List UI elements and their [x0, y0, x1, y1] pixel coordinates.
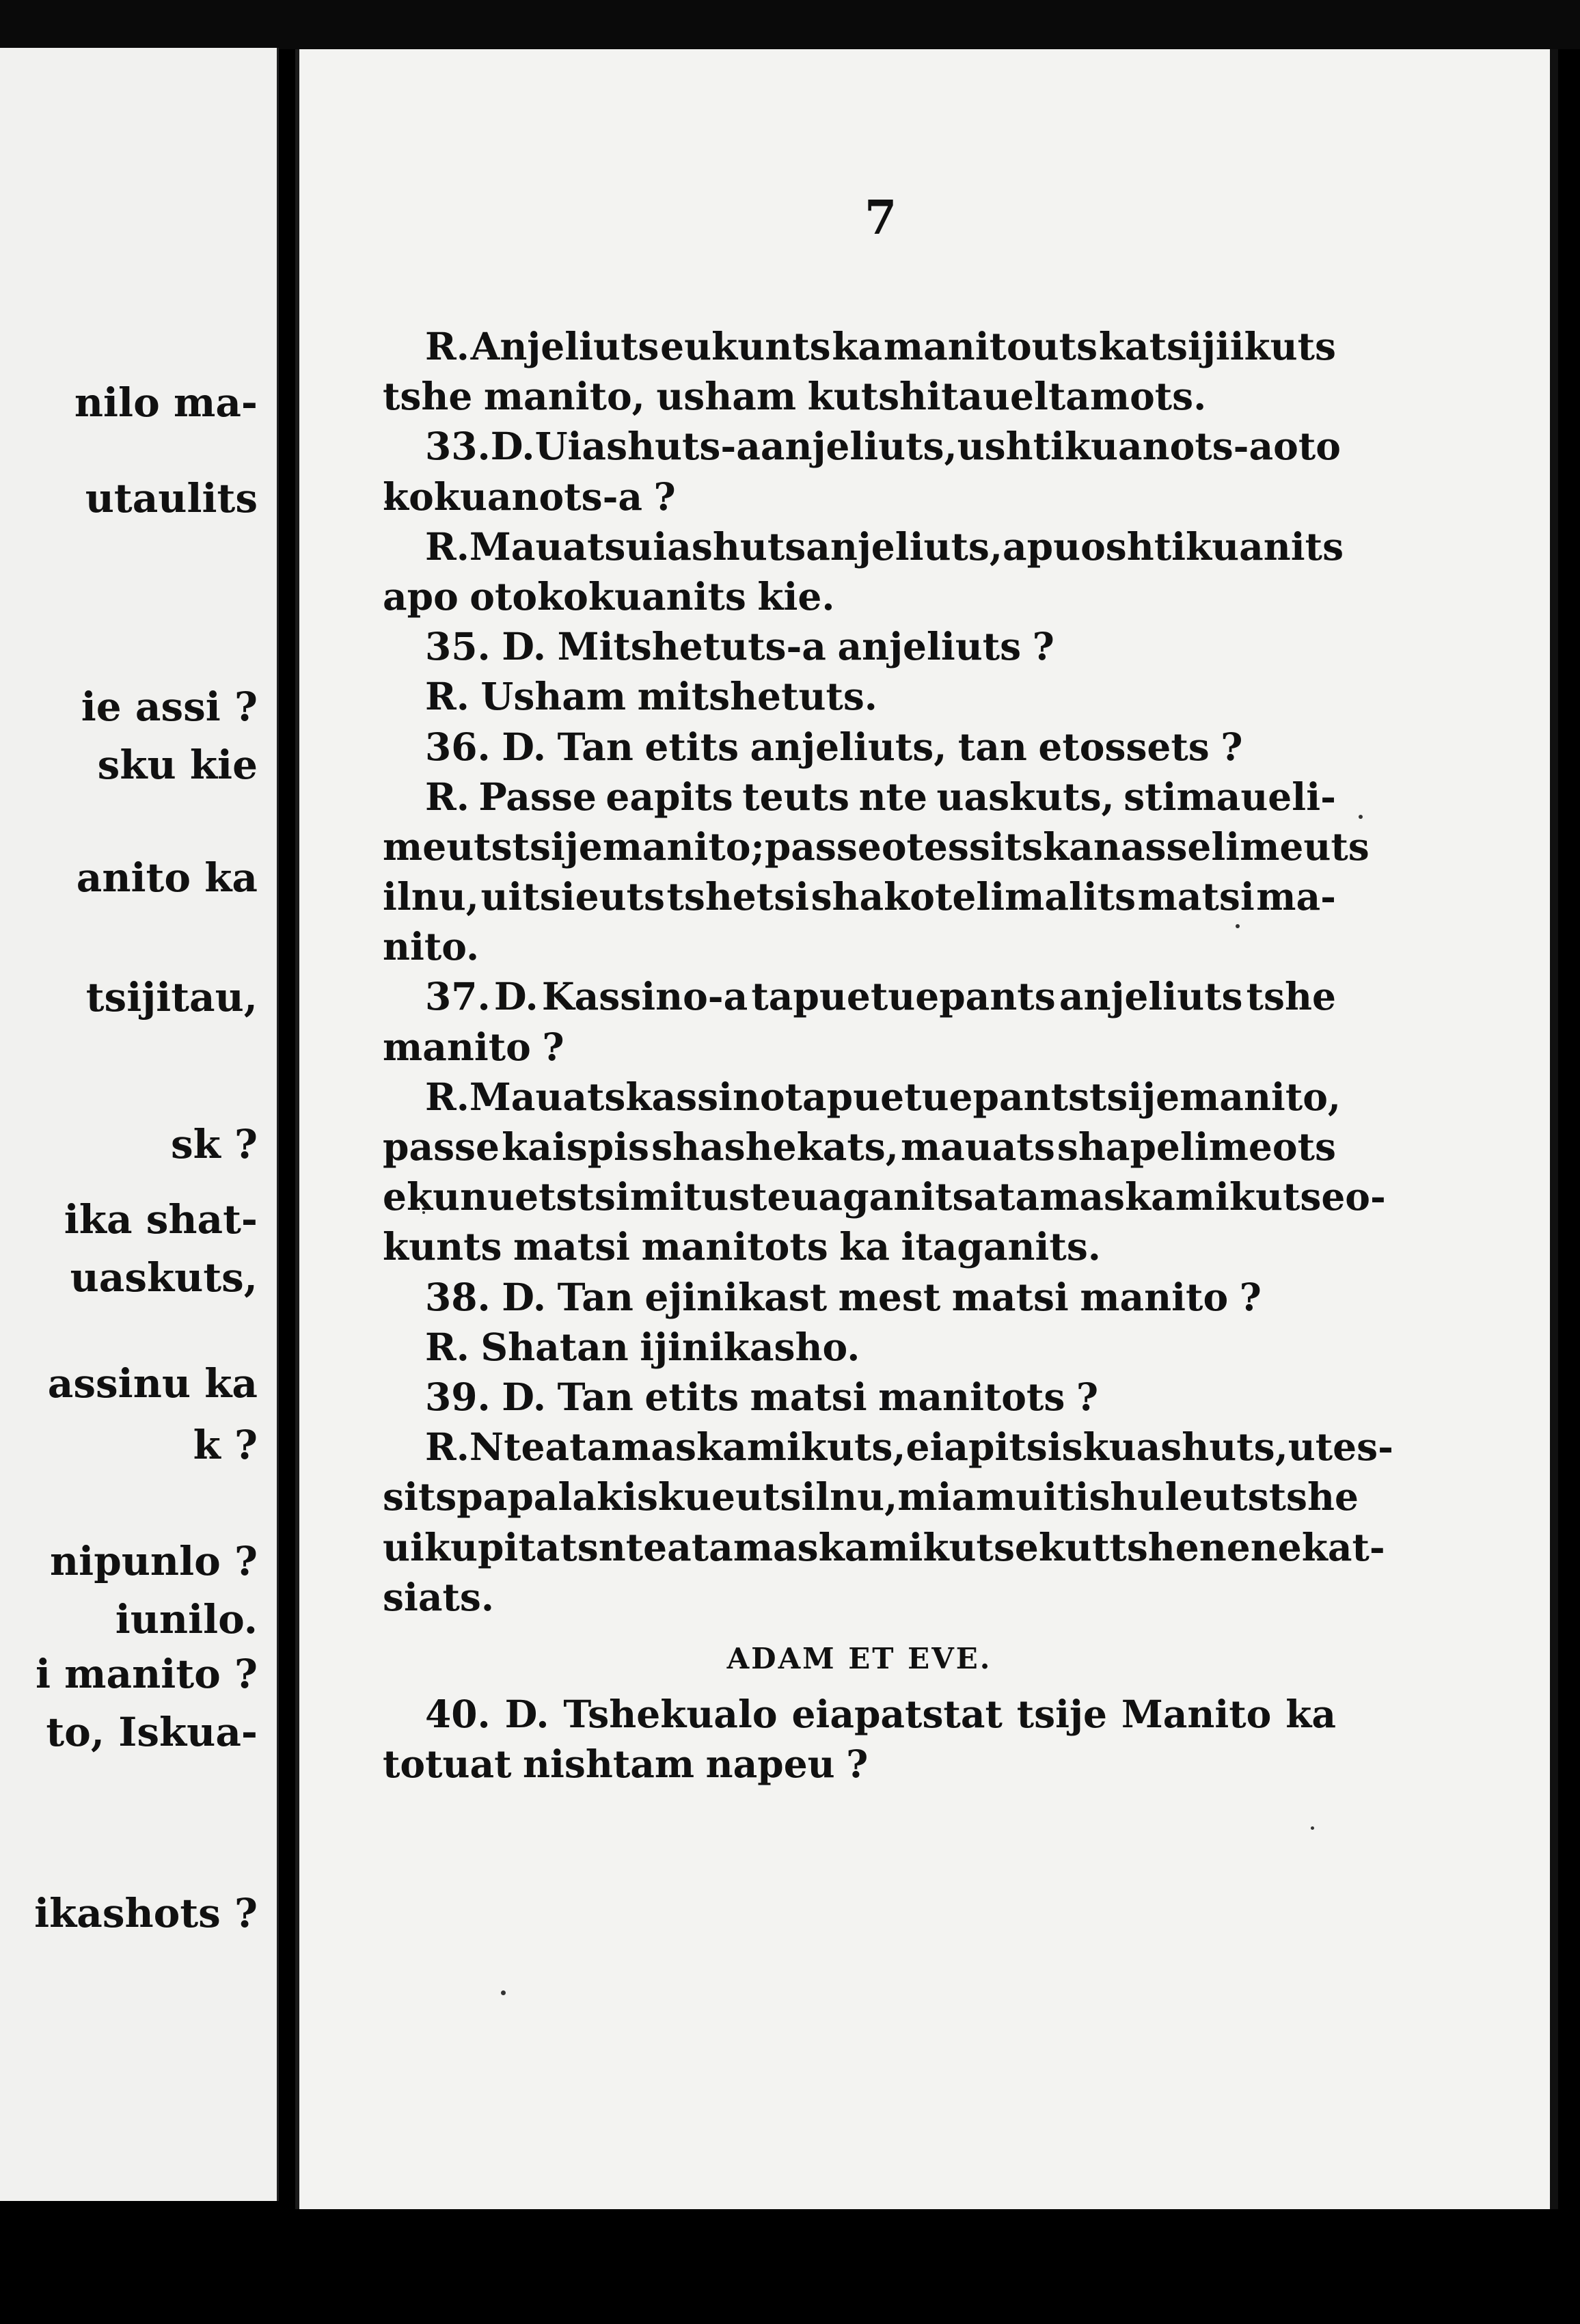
left-page-line: tsijitau,: [85, 974, 258, 1021]
text-line: 33. D. Uiashuts-a anjeliuts, ushtikuanots-a oto: [425, 424, 1341, 469]
text-line: ekun uets tsi mitusteuaganits atamaskamikuts eo-: [383, 1174, 1386, 1219]
left-page-line: iunilo.: [115, 1596, 258, 1643]
left-page-line: ika shat-: [64, 1196, 258, 1243]
text-line: R. Mauats kassino tapuetuepants tsije manito,: [425, 1074, 1341, 1119]
scanner-frame-top: [0, 0, 1580, 49]
text-line: kunts matsi manitots ka itaganits.: [383, 1224, 1101, 1269]
text-line: R. Anjeliuts eukunts ka manitouts katsijiikuts: [425, 324, 1336, 368]
text-line: totuat nishtam napeu ?: [383, 1742, 869, 1787]
left-page-line: anito ka: [76, 854, 258, 901]
text-line: apo otokokuanits kie.: [383, 573, 835, 619]
left-page-line: i manito ?: [35, 1651, 258, 1697]
left-page-line: uaskuts,: [70, 1254, 258, 1301]
text-line: 38. D. Tan ejinikast mest matsi manito ?: [425, 1274, 1262, 1319]
left-page-line: to, Iskua-: [46, 1709, 258, 1755]
left-page-line: k ?: [193, 1422, 258, 1468]
text-line: passe kaispis shashekats, mauats shapelimeots: [383, 1124, 1336, 1169]
text-line: 36. D. Tan etits anjeliuts, tan etossets ?: [425, 724, 1243, 769]
page-body: [383, 321, 1393, 1789]
text-line: 35. D. Mitshetuts-a anjeliuts ?: [425, 624, 1054, 669]
text-line: R. Shatan ijinikasho.: [425, 1324, 860, 1369]
text-line: meuts tsije manito ; passe otessits kanasselimeuts: [383, 824, 1370, 869]
text-line: nito.: [383, 924, 480, 969]
text-line: 39. D. Tan etits matsi manitots ?: [425, 1374, 1099, 1419]
text-line: R. Usham mitshetuts.: [425, 674, 877, 719]
left-page: [0, 48, 279, 2201]
text-line: uikupitats nte atamaskamikuts ekut tshe nenekat-: [383, 1524, 1385, 1569]
left-page-line: assinu ka: [47, 1360, 258, 1407]
text-line: R. Passe eapits teuts nte uaskuts, stimaueli-: [425, 774, 1336, 819]
text-line: 40. D. Tshekualo eiapatstat tsije Manito ka: [425, 1691, 1336, 1736]
left-page-line: sku kie: [97, 742, 258, 788]
text-line: tshe manito, usham kutshitaueltamots.: [383, 374, 1207, 419]
left-page-line: nilo ma-: [74, 379, 258, 426]
left-page-line: ikashots ?: [34, 1890, 258, 1936]
left-page-line: nipunlo ?: [50, 1538, 258, 1584]
text-line: sits papa lakiskueuts ilnu, miam ui tishuleuts tshe: [383, 1474, 1359, 1519]
text-line: kokuanots-a ?: [383, 474, 676, 519]
text-line: R. Mauats uiashuts anjeliuts, apu oshtikuanits: [425, 524, 1344, 569]
text-line: siats.: [383, 1574, 495, 1619]
left-page-line: utaulits: [85, 475, 258, 522]
page-number: 7: [864, 191, 897, 245]
text-line: ilnu, uitsieuts tshetsi shakotelimalits matsi ma-: [383, 874, 1336, 919]
text-line: manito ?: [383, 1024, 564, 1069]
left-page-line: ie assi ?: [81, 684, 258, 730]
section-heading: ADAM ET EVE.: [726, 1641, 992, 1675]
text-line: R. Nte atamaskamikuts, eiapits iskuashuts, utes-: [425, 1424, 1393, 1470]
left-page-line: sk ?: [170, 1121, 258, 1167]
text-line: 37. D. Kassino-a tapuetuepants anjeliuts tshe: [425, 974, 1336, 1019]
